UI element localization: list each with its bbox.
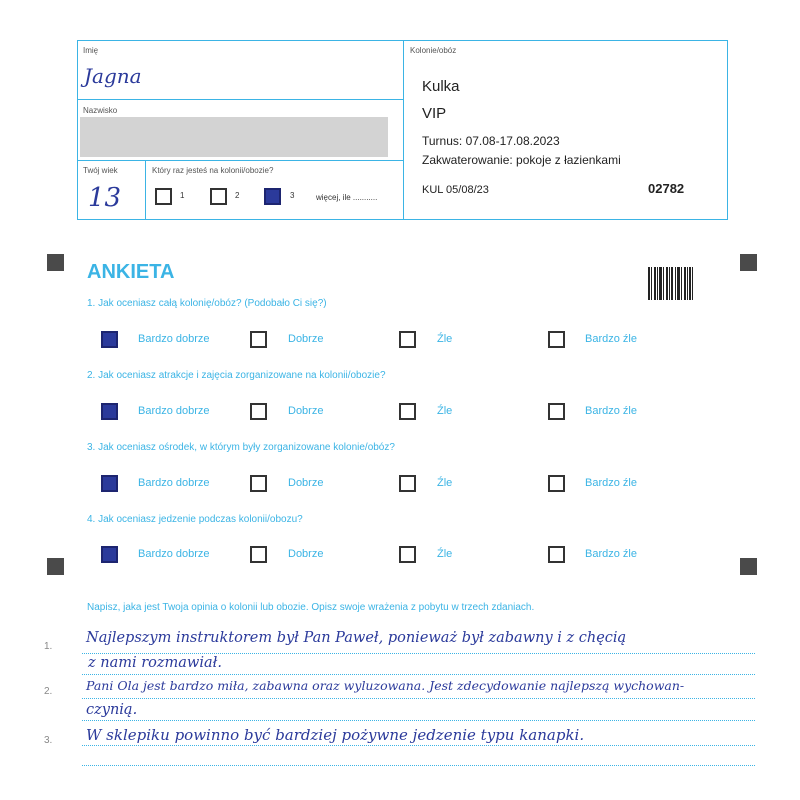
visit-option-2-checkbox[interactable] (210, 188, 227, 205)
surname-redacted-field (80, 117, 388, 157)
turnus: Turnus: 07.08-17.08.2023 (422, 134, 560, 148)
camp-code: KUL 05/08/23 (422, 184, 489, 196)
camp-type: VIP (422, 105, 447, 122)
answer-1-line-2[interactable]: z nami rozmawiał. (88, 655, 222, 671)
q2-option-bad-checkbox[interactable] (399, 403, 416, 420)
q4-option-very-good-checkbox[interactable] (101, 546, 118, 563)
visit-option-1-label: 1 (180, 191, 185, 200)
q2-option-very-good-checkbox[interactable] (101, 403, 118, 420)
question-2: 2. Jak oceniasz atrakcje i zajęcia zorganizowane na kolonii/obozie? (87, 370, 386, 381)
q1-option-very-bad-label: Bardzo źle (585, 333, 637, 345)
q1-option-very-good-checkbox[interactable] (101, 331, 118, 348)
q2-option-very-bad-checkbox[interactable] (548, 403, 565, 420)
writing-line-4 (82, 720, 755, 721)
survey-title: ANKIETA (87, 261, 175, 283)
q3-option-very-bad-checkbox[interactable] (548, 475, 565, 492)
q1-option-very-bad-checkbox[interactable] (548, 331, 565, 348)
q1-option-bad-label: Źle (437, 333, 453, 345)
q3-option-good-checkbox[interactable] (250, 475, 267, 492)
question-3: 3. Jak oceniasz ośrodek, w którym były zorganizowane kolonie/obóz? (87, 442, 395, 453)
q3-option-very-good-label: Bardzo dobrze (138, 477, 210, 489)
q3-option-good-label: Dobrze (288, 477, 324, 489)
q4-option-good-label: Dobrze (288, 548, 324, 560)
line-number-3: 3. (44, 735, 53, 746)
header-row-divider-1 (77, 99, 403, 100)
q4-option-bad-checkbox[interactable] (399, 546, 416, 563)
q1-option-good-label: Dobrze (288, 333, 324, 345)
q4-option-very-bad-checkbox[interactable] (548, 546, 565, 563)
camp-name: Kulka (422, 78, 460, 95)
visit-option-3-label: 3 (290, 191, 295, 200)
line-number-2: 2. (44, 686, 53, 697)
barcode (648, 267, 700, 300)
q2-option-very-bad-label: Bardzo źle (585, 405, 637, 417)
line-number-1: 1. (44, 641, 53, 652)
q4-option-very-bad-label: Bardzo źle (585, 548, 637, 560)
writing-line-3 (82, 698, 755, 699)
q1-option-very-good-label: Bardzo dobrze (138, 333, 210, 345)
q2-option-good-checkbox[interactable] (250, 403, 267, 420)
q3-option-bad-label: Źle (437, 477, 453, 489)
answer-2-line-1[interactable]: Pani Ola jest bardzo miła, zabawna oraz wyluzowana. Jest zdecydowanie najlepszą wychowan- (86, 678, 685, 693)
q1-option-good-checkbox[interactable] (250, 331, 267, 348)
age-divider (145, 160, 146, 220)
q2-option-good-label: Dobrze (288, 405, 324, 417)
registration-marker-top-left (47, 254, 64, 271)
writing-line-1 (82, 653, 755, 654)
visit-option-more-label: więcej, ile ........... (316, 193, 378, 202)
header-row-divider-2 (77, 160, 403, 161)
q4-option-good-checkbox[interactable] (250, 546, 267, 563)
q4-option-bad-label: Źle (437, 548, 453, 560)
opinion-prompt: Napisz, jaka jest Twoja opinia o kolonii lub obozie. Opisz swoje wrażenia z pobytu w trzech zdaniach. (87, 602, 535, 613)
question-4: 4. Jak oceniasz jedzenie podczas kolonii/obozu? (87, 514, 303, 525)
writing-line-5 (82, 745, 755, 746)
answer-3-line-1[interactable]: W sklepiku powinno być bardziej pożywne jedzenie typu kanapki. (86, 726, 585, 744)
age-label: Twój wiek (83, 166, 118, 175)
question-1: 1. Jak oceniasz całą kolonię/obóz? (Podobało Ci się?) (87, 298, 327, 309)
accommodation: Zakwaterowanie: pokoje z łazienkami (422, 153, 621, 167)
q3-option-very-good-checkbox[interactable] (101, 475, 118, 492)
visit-question: Który raz jesteś na kolonii/obozie? (152, 166, 274, 175)
first-name-value[interactable]: Jagna (84, 64, 142, 88)
surname-label: Nazwisko (83, 106, 118, 115)
form-number: 02782 (648, 181, 685, 196)
visit-option-1-checkbox[interactable] (155, 188, 172, 205)
answer-2-line-2[interactable]: czynią. (86, 702, 138, 718)
header-divider (403, 40, 404, 220)
q4-option-very-good-label: Bardzo dobrze (138, 548, 210, 560)
registration-marker-mid-right (740, 558, 757, 575)
visit-option-2-label: 2 (235, 191, 240, 200)
q2-option-very-good-label: Bardzo dobrze (138, 405, 210, 417)
q2-option-bad-label: Źle (437, 405, 453, 417)
answer-1-line-1[interactable]: Najlepszym instruktorem był Pan Paweł, ponieważ był zabawny i z chęcią (86, 630, 627, 646)
q1-option-bad-checkbox[interactable] (399, 331, 416, 348)
writing-line-2 (82, 674, 755, 675)
age-value[interactable]: 13 (88, 183, 122, 213)
registration-marker-mid-left (47, 558, 64, 575)
registration-marker-top-right (740, 254, 757, 271)
q3-option-very-bad-label: Bardzo źle (585, 477, 637, 489)
first-name-label: Imię (83, 46, 99, 55)
camp-label: Kolonie/obóz (410, 46, 457, 55)
writing-line-6 (82, 765, 755, 766)
visit-option-3-checkbox[interactable] (264, 188, 281, 205)
q3-option-bad-checkbox[interactable] (399, 475, 416, 492)
